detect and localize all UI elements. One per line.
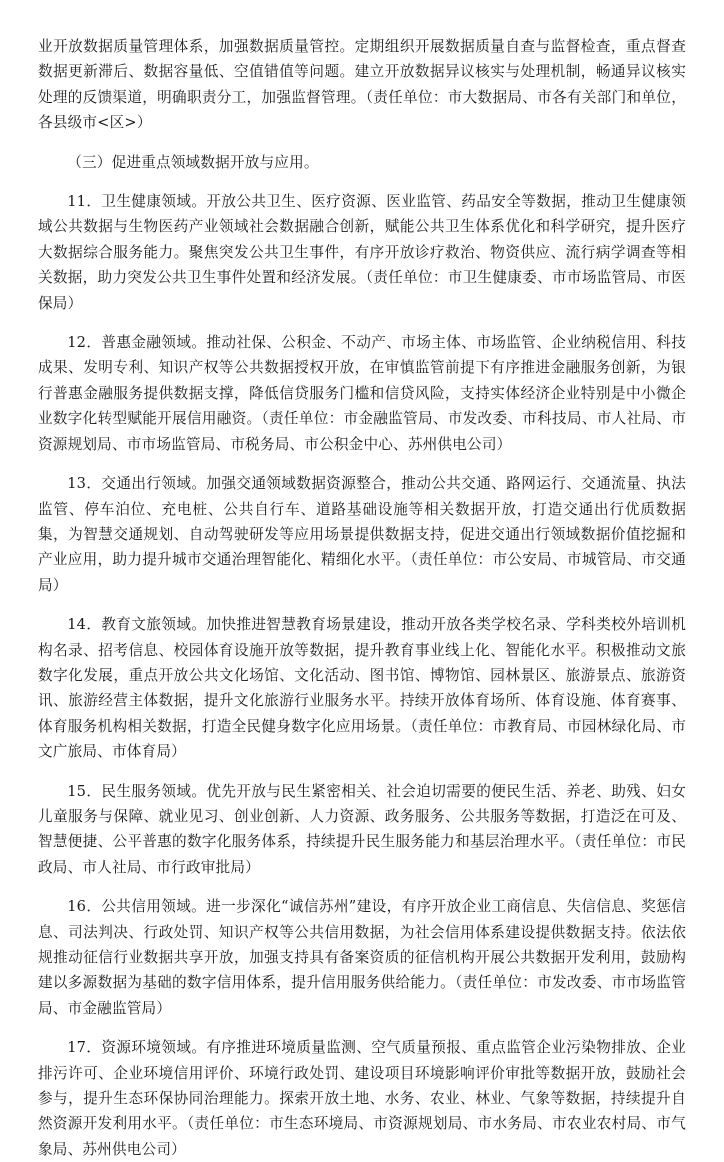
paragraph-finance: 12．普惠金融领域。推动社保、公积金、不动产、市场主体、市场监管、企业纳税信用、科技成果、发明专利、知识产权等公共数据授权开放，在审慎监管前提下有序推进金融服务创新，为银行普惠金融服务提供数据支撑，降低信贷服务门槛和信贷风险，支持实体经济企业特别是中小微企业数字化转型赋能开展信用融资。（责任单位：市金融监管局、市发改委、市科技局、市人社局、市资源规划局、市市场监管局、市税务局、市公积金中心、苏州供电公司） — [38, 334, 686, 453]
section-heading: （三）促进重点领域数据开放与应用。 — [67, 153, 319, 171]
paragraph-environment: 17．资源环境领域。有序推进环境质量监测、空气质量预报、重点监管企业污染物排放、企业排污许可、企业环境信用评价、环境行政处罚、建设项目环境影响评价审批等数据开放，鼓励社会参与，提升生态环保协同治理能力。探索开放土地、水务、农业、林业、气象等数据，持续提升自然资源开发利用水平。（责任单位：市生态环境局、市资源规划局、市水务局、市农业农村局、市气象局、苏州供电公司） — [38, 1039, 686, 1158]
paragraph-education-culture: 14．教育文旅领域。加快推进智慧教育场景建设，推动开放各类学校名录、学科类校外培训机构名录、招考信息、校园体育设施开放等数据，提升教育事业线上化、智能化水平。积极推动文旅数字化发展，重点开放公共文化场馆、文化活动、图书馆、博物馆、园林景区、旅游景点、旅游资讯、旅游经营主体数据，提升文化旅游行业服务水平。持续开放体育场所、体育设施、体育赛事、体育服务机构相关数据，打造全民健身数字化应用场景。（责任单位：市教育局、市园林绿化局、市文广旅局、市体育局） — [38, 616, 686, 761]
paragraph-health: 11．卫生健康领域。开放公共卫生、医疗资源、医业监管、药品安全等数据，推动卫生健康领域公共数据与生物医药产业领域社会数据融合创新，赋能公共卫生体系优化和科学研究，提升医疗大数据综合服务能力。聚焦突发公共卫生事件，有序开放诊疗救治、物资供应、流行病学调查等相关数据，助力突发公共卫生事件处置和经济发展。（责任单位：市卫生健康委、市市场监管局、市医保局） — [38, 193, 686, 312]
continued-paragraph: 业开放数据质量管理体系，加强数据质量管控。定期组织开展数据质量自查与监督检查，重点督查数据更新滞后、数据容量低、空值错值等问题。建立开放数据异议核实与处理机制，畅通异议核实处理的反馈渠道，明确职责分工，加强监督管理。（责任单位：市大数据局、市各有关部门和单位，各县级市<区>） — [38, 38, 686, 132]
paragraph-livelihood: 15．民生服务领域。优先开放与民生紧密相关、社会迫切需要的便民生活、养老、助残、妇女儿童服务与保障、就业见习、创业创新、人力资源、政务服务、公共服务等数据，打造泛在可及、智慧便捷、公平普惠的数字化服务体系，持续提升民生服务能力和基层治理水平。（责任单位：市民政局、市人社局、市行政审批局） — [38, 782, 686, 876]
paragraph-transport: 13．交通出行领域。加强交通领域数据资源整合，推动公共交通、路网运行、交通流量、执法监管、停车泊位、充电桩、公共自行车、道路基础设施等相关数据开放，打造交通出行优质数据集，为智慧交通规划、自动驾驶研发等应用场景提供数据支持，促进交通出行领域数据价值挖掘和产业应用，助力提升城市交通治理智能化、精细化水平。（责任单位：市公安局、市城管局、市交通局） — [38, 475, 686, 594]
paragraph-credit: 16．公共信用领域。进一步深化“诚信苏州”建设，有序开放企业工商信息、失信信息、奖惩信息、司法判决、行政处罚、知识产权等公共信用数据，为社会信用体系建设提供数据支持。依法依规推动征信行业数据共享开放，加强支持具有备案资质的征信机构开展公共数据开发利用，鼓励构建以多源数据为基础的数字信用体系，提升信用服务供给能力。（责任单位：市发改委、市市场监管局、市金融监管局） — [38, 898, 686, 1017]
